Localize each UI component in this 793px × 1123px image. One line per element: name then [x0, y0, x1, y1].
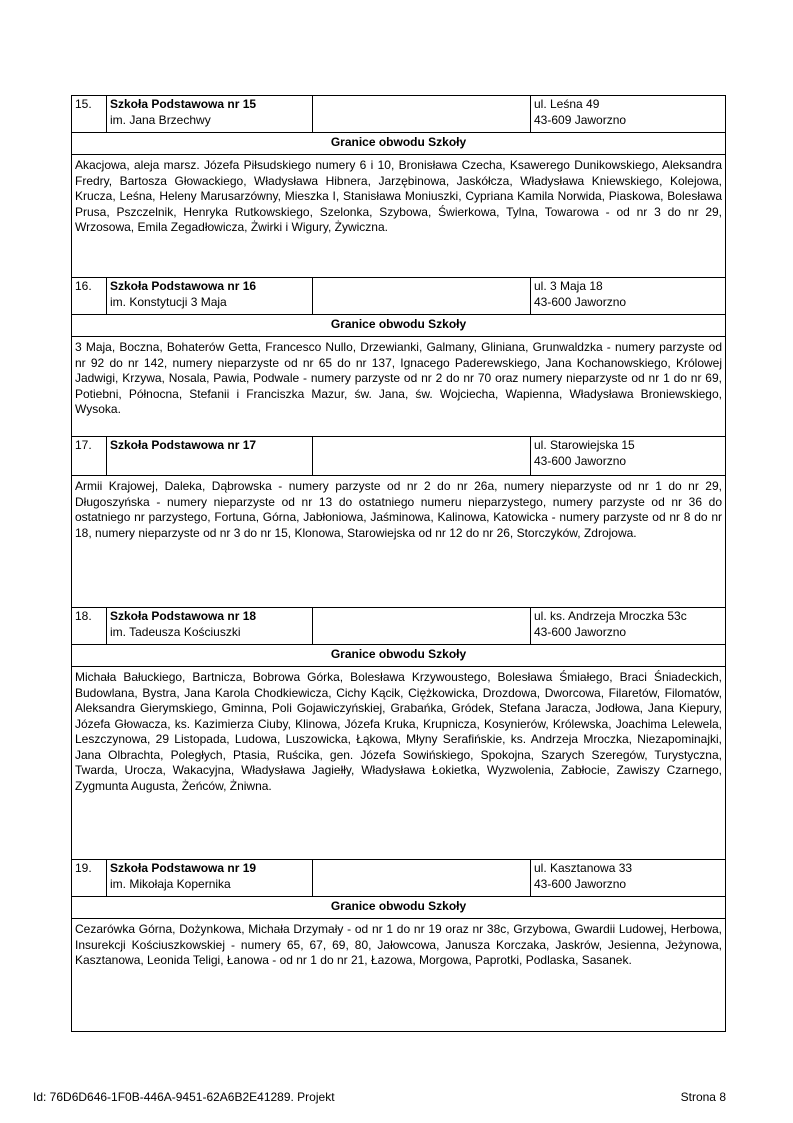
address-city: 43-609 Jaworzno [534, 112, 627, 127]
streets-list: Armii Krajowej, Daleka, Dąbrowska - numery parzyste od nr 2 do nr 26a, numery nieparzyste od nr 1 do nr 29, Długoszyńska - numery nieparzyste od nr 13 do ostatniego numeru nieparzystego, numery parzyste od nr 36 do ostatniego nr parzystego, Fortuna, Górna, Jabłoniowa, Jaśminowa, Kalinowa, Katowicka - numery parzyste od nr 8 do nr 18, numery nieparzyste od nr 3 do nr 15, Klonowa, Starowiejska od nr 12 do nr 26, Storczyków, Zdrojowa. [72, 476, 726, 608]
streets-list: Akacjowa, aleja marsz. Józefa Piłsudskiego numery 6 i 10, Bronisława Czecha, Ksawerego Dunikowskiego, Aleksandra Fredry, Bartosza Głowackiego, Władysława Hibnera, Jarzębinowa, Jaskółcza, Władysława Kniewskiego, Kolejowa, Krucza, Leśna, Heleny Marusarzówny, Mieszka I, Stanisława Moniuszki, Cypriana Kamila Norwida, Piaskowa, Bolesława Prusa, Pszczelnik, Henryka Rutkowskiego, Szelonka, Szybowa, Świerkowa, Tylna, Towarowa - od nr 3 do nr 29, Wrzosowa, Emila Zegadłowicza, Żwirki i Wigury, Żywiczna. [72, 155, 726, 278]
school-patron: im. Tadeusza Kościuszki [110, 624, 241, 639]
school-patron: im. Jana Brzechwy [110, 112, 211, 127]
school-address-cell [531, 96, 726, 133]
school-row [72, 437, 726, 476]
boundaries-heading: Granice obwodu Szkoły [72, 133, 726, 155]
boundaries-heading: Granice obwodu Szkoły [72, 645, 726, 667]
streets-row [72, 155, 726, 278]
address-street: ul. ks. Andrzeja Mroczka 53c [534, 609, 687, 623]
school-name-cell [107, 278, 313, 315]
address-city: 43-600 Jaworzno [534, 624, 627, 639]
address-city: 43-600 Jaworzno [534, 294, 627, 309]
school-row [72, 278, 726, 315]
streets-list: Cezarówka Górna, Dożynkowa, Michała Drzymały - od nr 1 do nr 19 oraz nr 38c, Grzybowa, Gwardii Ludowej, Herbowa, Insurekcji Kościuszkowskiej - numery 65, 67, 69, 80, Jałowcowa, Janusza Korczaka, Jaskrów, Jesienna, Jeżynowa, Kasztanowa, Leonida Teligi, Łanowa - od nr 1 do nr 21, Łazowa, Morgowa, Paprotki, Podlaska, Sasanek. [72, 919, 726, 1032]
streets-row [72, 476, 726, 608]
boundaries-heading-row [72, 315, 726, 337]
streets-row [72, 667, 726, 860]
school-row [72, 860, 726, 897]
empty-cell [313, 437, 531, 476]
school-row [72, 608, 726, 645]
address-city: 43-600 Jaworzno [534, 453, 627, 468]
school-address-cell [531, 860, 726, 897]
streets-row [72, 337, 726, 437]
address-street: ul. Leśna 49 [534, 97, 600, 111]
school-name: Szkoła Podstawowa nr 19 [110, 861, 257, 875]
school-patron: im. Konstytucji 3 Maja [110, 294, 227, 309]
school-name: Szkoła Podstawowa nr 15 [110, 97, 257, 111]
address-street: ul. 3 Maja 18 [534, 279, 603, 293]
school-row [72, 96, 726, 133]
school-address-cell [531, 608, 726, 645]
boundaries-heading-row [72, 133, 726, 155]
school-districts-table [71, 95, 726, 1032]
school-name-cell [107, 437, 313, 476]
streets-list: 3 Maja, Boczna, Bohaterów Getta, Francesco Nullo, Drzewianki, Galmany, Gliniana, Grunwaldzka - numery parzyste od nr 92 do nr 142, numery nieparzyste od nr 65 do nr 137, Ignacego Paderewskiego, Jana Kochanowskiego, Królowej Jadwigi, Krzywa, Nosala, Pawia, Podwale - numery parzyste od nr 2 do nr 70 oraz numery nieparzyste od nr 1 do nr 69, Potiebni, Północna, Stefanii i Franciszka Mazur, św. Jana, św. Wojciecha, Wapienna, Władysława Broniewskiego, Wysoka. [72, 337, 726, 437]
school-number: 17. [72, 437, 107, 476]
school-number: 19. [72, 860, 107, 897]
school-number: 15. [72, 96, 107, 133]
school-number: 18. [72, 608, 107, 645]
school-number: 16. [72, 278, 107, 315]
address-city: 43-600 Jaworzno [534, 876, 627, 891]
school-name: Szkoła Podstawowa nr 16 [110, 279, 257, 293]
school-name: Szkoła Podstawowa nr 17 [110, 438, 257, 452]
school-name-cell [107, 96, 313, 133]
boundaries-heading-row [72, 897, 726, 919]
school-name: Szkoła Podstawowa nr 18 [110, 609, 257, 623]
empty-cell [313, 608, 531, 645]
school-address-cell [531, 278, 726, 315]
document-id: Id: 76D6D646-1F0B-446A-9451-62A6B2E41289. Projekt [33, 1090, 335, 1104]
boundaries-heading-row [72, 645, 726, 667]
school-name-cell [107, 860, 313, 897]
school-patron: im. Mikołaja Kopernika [110, 876, 231, 891]
address-street: ul. Starowiejska 15 [534, 438, 635, 452]
empty-cell [313, 860, 531, 897]
empty-cell [313, 278, 531, 315]
boundaries-heading: Granice obwodu Szkoły [72, 897, 726, 919]
boundaries-heading: Granice obwodu Szkoły [72, 315, 726, 337]
address-street: ul. Kasztanowa 33 [534, 861, 633, 875]
school-name-cell [107, 608, 313, 645]
school-address-cell [531, 437, 726, 476]
page-number: Strona 8 [680, 1090, 726, 1104]
streets-row [72, 919, 726, 1032]
empty-cell [313, 96, 531, 133]
streets-list: Michała Bałuckiego, Bartnicza, Bobrowa Górka, Bolesława Krzywoustego, Bolesława Śmiałego, Braci Śniadeckich, Budowlana, Bystra, Jana Karola Chodkiewicza, Cichy Kącik, Ciężkowicka, Drozdowa, Dworcowa, Filaretów, Filomatów, Aleksandra Gierymskiego, Gminna, Poli Gojawiczyńskiej, Grabańka, Gródek, Stefana Jaracza, Jodłowa, Jana Kiepury, Józefa Głowacza, ks. Kazimierza Ciuby, Klinowa, Józefa Kruka, Krupnicza, Kosynierów, Królewska, Joachima Lelewela, Leszczynowa, 29 Listopada, Ludowa, Luszowicka, Łąkowa, Młyny Serafińskie, ks. Andrzeja Mroczka, Niezapominajki, Jana Olbrachta, Poległych, Ptasia, Ruścika, gen. Józefa Sowińskiego, Spokojna, Szarych Szeregów, Turystyczna, Twarda, Urocza, Wakacyjna, Władysława Jagiełły, Władysława Łokietka, Wyzwolenia, Zabłocie, Zawiszy Czarnego, Zygmunta Augusta, Żeńców, Żniwna. [72, 667, 726, 860]
